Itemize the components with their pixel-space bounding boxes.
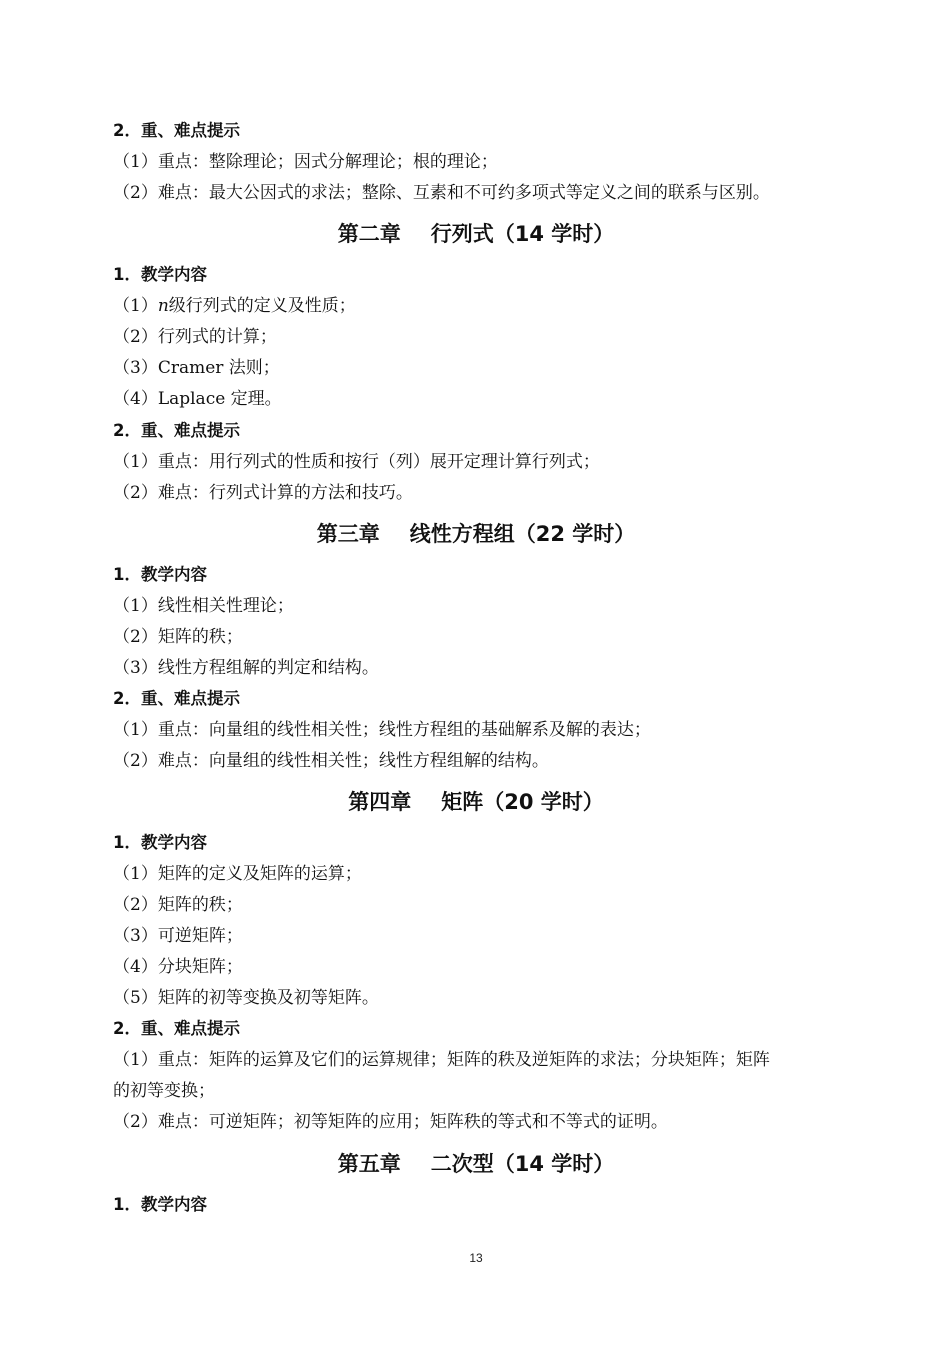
body-line: （2）难点：向量组的线性相关性；线性方程组解的结构。 [113, 751, 549, 771]
math-variable: n [157, 296, 169, 316]
body-line: （2）难点：行列式计算的方法和技巧。 [113, 483, 413, 503]
body-line: （3）可逆矩阵； [113, 926, 243, 946]
chapter-number: 第二章 [337, 222, 401, 246]
chapter-title: 矩阵（20 学时） [441, 790, 604, 814]
body-line: （2）矩阵的秩； [113, 627, 243, 647]
body-line: （1）线性相关性理论； [113, 596, 294, 616]
subheading-teaching-content: 1．教学内容 [113, 565, 207, 584]
body-line: （4）分块矩阵； [113, 957, 243, 977]
subheading-teaching-content: 1．教学内容 [113, 833, 207, 852]
chapter-title: 线性方程组（22 学时） [409, 522, 636, 546]
body-line: （1）重点：整除理论；因式分解理论；根的理论； [113, 152, 498, 172]
chapter-number: 第四章 [348, 790, 412, 814]
list-text: 级行列式的定义及性质； [168, 296, 356, 316]
chapter-number: 第五章 [337, 1152, 401, 1176]
body-line: （2）难点：可逆矩阵；初等矩阵的应用；矩阵秩的等式和不等式的证明。 [113, 1112, 668, 1132]
body-line: （1）重点：向量组的线性相关性；线性方程组的基础解系及解的表达； [113, 720, 651, 740]
subheading-teaching-content: 1．教学内容 [113, 265, 207, 284]
list-prefix: （1） [113, 296, 158, 316]
body-line: （1）重点：矩阵的运算及它们的运算规律；矩阵的秩及逆矩阵的求法；分块矩阵；矩阵 [113, 1050, 770, 1070]
body-line: （3）Cramer 法则； [113, 358, 280, 378]
body-line: （2）行列式的计算； [113, 327, 277, 347]
subheading-key-points: 2．重、难点提示 [113, 689, 240, 708]
body-line: （5）矩阵的初等变换及初等矩阵。 [113, 988, 379, 1008]
body-line: （2）难点：最大公因式的求法；整除、互素和不可约多项式等定义之间的联系与区别。 [113, 183, 770, 203]
chapter-heading [0, 520, 952, 548]
page-number: 13 [469, 1251, 483, 1265]
body-line: （4）Laplace 定理。 [113, 389, 282, 409]
subheading-key-points: 2．重、难点提示 [113, 1019, 240, 1038]
chapter-heading [0, 1150, 952, 1178]
subheading-key-points: 2．重、难点提示 [113, 121, 240, 140]
body-line [113, 295, 866, 317]
body-line: 的初等变换； [113, 1081, 215, 1101]
body-line: （3）线性方程组解的判定和结构。 [113, 658, 379, 678]
chapter-title: 二次型（14 学时） [430, 1152, 615, 1176]
subheading-teaching-content: 1．教学内容 [113, 1195, 207, 1214]
body-line: （1）重点：用行列式的性质和按行（列）展开定理计算行列式； [113, 452, 600, 472]
chapter-title: 行列式（14 学时） [430, 222, 615, 246]
chapter-heading [0, 220, 952, 248]
chapter-heading [0, 788, 952, 816]
body-line: （1）矩阵的定义及矩阵的运算； [113, 864, 362, 884]
chapter-number: 第三章 [316, 522, 380, 546]
subheading-key-points: 2．重、难点提示 [113, 421, 240, 440]
body-line: （2）矩阵的秩； [113, 895, 243, 915]
